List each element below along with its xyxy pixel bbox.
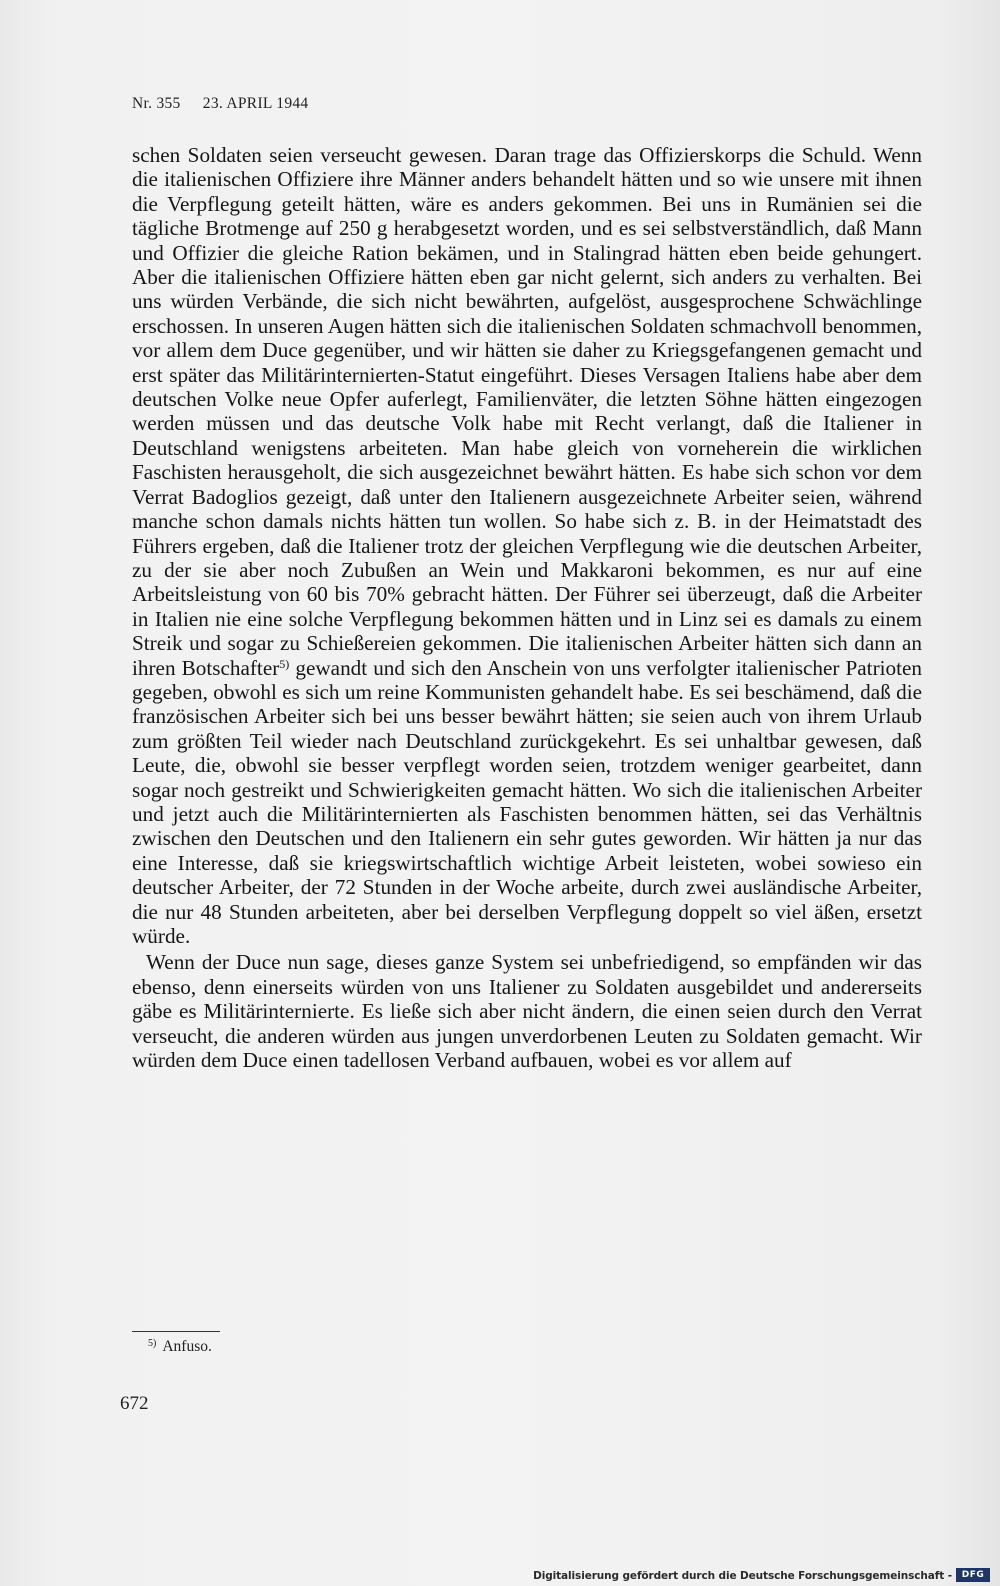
footnote-mark: 5) [148,1338,157,1349]
paragraph-1 [132,143,922,948]
paragraph-1-part-2: gewandt und sich den Anschein von uns verfolgter italienischer Patrioten gegeben, obwohl es sich um reine Kommunisten gehandelt habe. Es sei beschämend, daß die französischen Arbeiter sich bei uns besser bewährt hätten; sie seien auch von ihrem Urlaub zum größten Teil wieder nach Deutschland zurückgekehrt. Es sei unhaltbar gewesen, daß Leute, die, obwohl sie besser verpflegt worden seien, trotzdem weniger gearbeitet, dann sogar noch gestreikt und Schwierigkeiten gemacht hätten. Wo sich die italienischen Arbeiter und jetzt auch die Militärinternierten als Faschisten benommen hätten, sei das Verhältnis zwischen den Deutschen und den Italienern ein sehr gutes geworden. Wir hätten ja nur das eine Interesse, daß sie kriegswirtschaftlich wichtige Arbeit leisteten, wobei sowieso ein deutscher Arbeiter, der 72 Stunden in der Woche arbeite, durch zwei ausländische Arbeiter, die nur 48 Stunden arbeiteten, aber bei derselben Verpflegung doppelt so viel äßen, ersetzt würde. [132,655,922,948]
page-number: 672 [120,1393,149,1414]
footnote-reference: 5) [279,656,290,671]
footnote-divider [132,1331,220,1332]
dfg-logo: DFG [956,1568,990,1582]
paragraph-2: Wenn der Duce nun sage, dieses ganze System sei unbefriedigend, so empfänden wir das ebenso, denn einerseits würden von uns Italiener zu Soldaten ausgebildet und andererseits gäbe es Militärinternierte. Es ließe sich aber nicht ändern, die einen seien durch den Verrat verseucht, die anderen würden aus jungen unverdorbenen Leuten zu Soldaten gemacht. Wir würden dem Duce einen tadellosen Verband aufbauen, wobei es vor allem auf [132,950,922,1073]
footnote [148,1338,212,1356]
document-date: 23. APRIL 1944 [202,95,309,112]
body-text [132,143,922,1072]
footnote-text: Anfuso. [162,1338,212,1355]
running-head [132,95,308,113]
digitization-credit: Digitalisierung gefördert durch die Deutsche Forschungsgemeinschaft - [533,1570,952,1582]
document-number: Nr. 355 [132,95,181,112]
paragraph-1-part-1: schen Soldaten seien verseucht gewesen. Daran trage das Offizierskorps die Schuld. Wenn die italienischen Offiziere ihre Männer anders behandelt hätten und so wie unsere mit ihnen die Verpflegung geteilt hätten, wäre es anders gekommen. Bei uns in Rumänien sei die tägliche Brotmenge auf 250 g herabgesetzt worden, und es sei selbstverständlich, daß Mann und Offizier die gleiche Ration bekämen, und in Stalingrad hätten eben beide gehungert. Aber die italienischen Offiziere hätten eben gar nicht gelernt, sich anders zu verhalten. Bei uns würden Verbände, die sich nicht bewährten, aufgelöst, ausgesprochene Schwächlinge erschossen. In unseren Augen hätten sich die italienischen Soldaten schmachvoll benommen, vor allem dem Duce gegenüber, und wir hätten sie daher zu Kriegsgefangenen gemacht und erst später das Militärinternierten-Statut eingeführt. Dieses Versagen Italiens habe aber dem deutschen Volke neue Opfer auferlegt, Familienväter, die letzten Söhne hätten eingezogen werden müssen und das deutsche Volk habe mit Recht verlangt, daß die Italiener in Deutschland wenigstens arbeiteten. Man habe gleich von vorneherein die wirklichen Faschisten herausgeholt, die sich ausgezeichnet bewährt hätten. Es habe sich schon vor dem Verrat Badoglios gezeigt, daß unter den Italienern ausgezeichnete Arbeiter seien, während manche schon damals nichts hätten tun wollen. So habe sich z. B. in der Heimatstadt des Führers ergeben, daß die Italiener trotz der gleichen Verpflegung wie die deutschen Arbeiter, zu der sie aber noch Zubußen an Wein und Makkaroni bekommen, es nur auf eine Arbeitsleistung von 60 bis 70% gebracht hätten. Der Führer sei überzeugt, daß die Arbeiter in Italien nie eine solche Verpflegung bekommen hätten und in Linz sei es damals zu einem Streik und sogar zu Schießereien gekommen. Die italienischen Arbeiter hätten sich dann an ihren Botschafter [132,143,922,680]
